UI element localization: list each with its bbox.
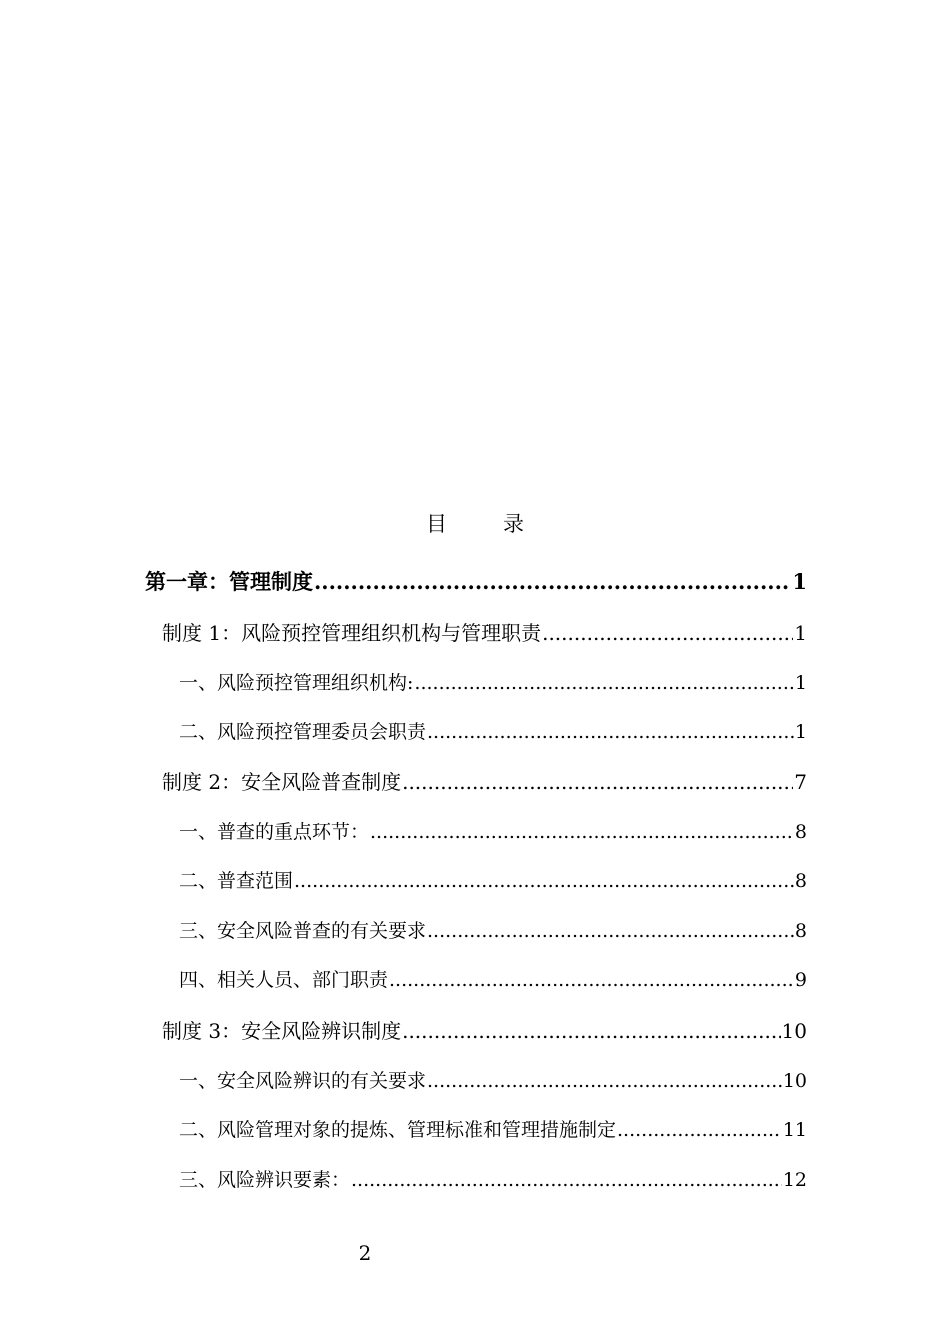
- toc-leader-dots: [370, 816, 794, 848]
- toc-leader-dots: [427, 1065, 782, 1097]
- toc-leader-dots: [414, 667, 794, 699]
- toc-entry-page: 9: [794, 969, 807, 991]
- toc-leader-dots: [427, 915, 794, 947]
- toc-entry-page: 11: [782, 1119, 807, 1141]
- toc-entry-rule-2[interactable]: [162, 766, 807, 798]
- toc-entry-rule-3-section-3[interactable]: [179, 1164, 807, 1196]
- toc-entry-label: 四、相关人员、部门职责: [179, 969, 389, 991]
- toc-entry-page: 10: [782, 1070, 807, 1092]
- toc-entry-rule-1-section-2[interactable]: [179, 716, 807, 748]
- toc-entry-page: 8: [794, 870, 807, 892]
- toc-entry-label: 二、风险管理对象的提炼、管理标准和管理措施制定: [179, 1119, 617, 1141]
- toc-entry-label: 制度 3：安全风险辨识制度: [162, 1019, 402, 1043]
- page-number: 2: [358, 1241, 372, 1265]
- toc-leader-dots: [427, 716, 794, 748]
- toc-entry-label: 三、安全风险普查的有关要求: [179, 920, 427, 942]
- toc-entry-label: 二、普查范围: [179, 870, 294, 892]
- toc-entry-rule-2-section-1[interactable]: [179, 816, 807, 848]
- toc-leader-dots: [617, 1114, 782, 1146]
- toc-entry-page: 1: [794, 721, 807, 743]
- toc-leader-dots: [402, 1015, 780, 1047]
- toc-entry-page: 8: [794, 920, 807, 942]
- toc-leader-dots: [389, 964, 794, 996]
- toc-entry-rule-2-section-2[interactable]: [179, 865, 807, 897]
- toc-entry-page: 1: [794, 621, 807, 645]
- toc-entry-chapter-1[interactable]: [145, 566, 807, 598]
- toc-entry-page: 12: [782, 1169, 807, 1191]
- toc-entry-rule-2-section-3[interactable]: [179, 915, 807, 947]
- toc-entry-rule-1-section-1[interactable]: [179, 667, 807, 699]
- toc-entry-label: 制度 2：安全风险普查制度: [162, 770, 402, 794]
- toc-leader-dots: [294, 865, 794, 897]
- toc-entry-label: 第一章：管理制度: [145, 569, 313, 594]
- toc-leader-dots: [542, 617, 793, 649]
- toc-leader-dots: [402, 766, 793, 798]
- toc-entry-label: 二、风险预控管理委员会职责: [179, 721, 427, 743]
- toc-entry-rule-2-section-4[interactable]: [179, 964, 807, 996]
- toc-leader-dots: [351, 1164, 782, 1196]
- toc-entry-label: 制度 1：风险预控管理组织机构与管理职责: [162, 621, 542, 645]
- toc-entry-label: 一、普查的重点环节：: [179, 821, 370, 843]
- toc-entry-label: 三、风险辨识要素：: [179, 1169, 351, 1191]
- toc-entry-page: 1: [792, 569, 807, 594]
- toc-entry-label: 一、风险预控管理组织机构:: [179, 672, 414, 694]
- toc-entry-rule-3-section-1[interactable]: [179, 1065, 807, 1097]
- toc-entry-page: 10: [781, 1019, 807, 1043]
- toc-entry-page: 1: [794, 672, 807, 694]
- toc-entry-rule-3[interactable]: [162, 1015, 807, 1047]
- toc-entry-rule-3-section-2[interactable]: [179, 1114, 807, 1146]
- toc-title: 目录: [426, 512, 580, 536]
- toc-leader-dots: [314, 566, 791, 598]
- toc-entry-label: 一、安全风险辨识的有关要求: [179, 1070, 427, 1092]
- toc-entry-rule-1[interactable]: [162, 617, 807, 649]
- toc-entry-page: 8: [794, 821, 807, 843]
- toc-entry-page: 7: [794, 770, 807, 794]
